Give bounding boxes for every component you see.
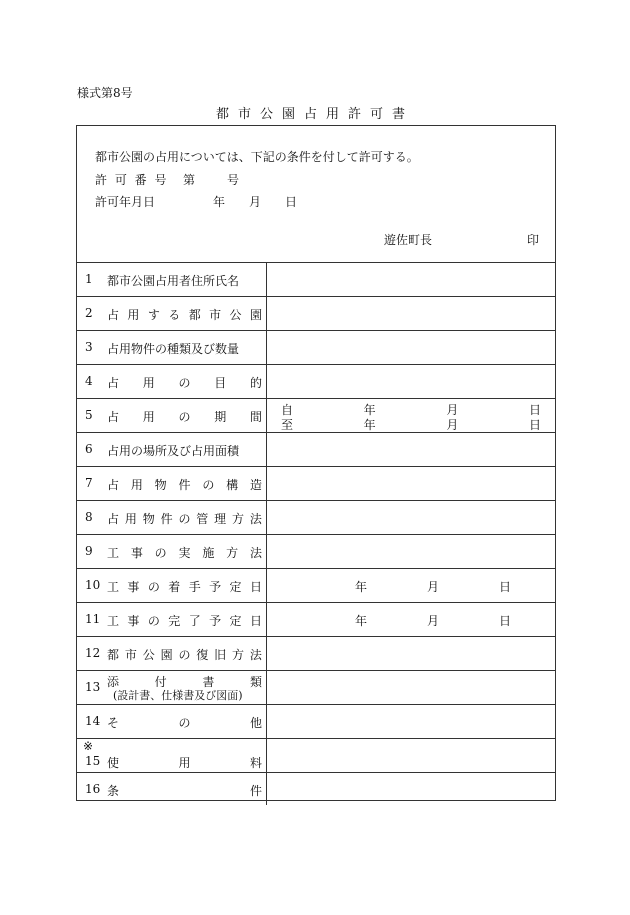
permit-notice	[77, 126, 555, 263]
period-to-day: 日	[528, 418, 541, 432]
row-label: 都 市 公 園 の 復 旧 方 法	[107, 648, 262, 662]
period-from: 自	[281, 403, 294, 417]
period-to-month: 月	[446, 418, 459, 432]
form-row	[77, 500, 555, 535]
entry-field	[267, 330, 555, 364]
permit-date-month: 月	[249, 195, 262, 209]
office-use-mark: ※	[83, 739, 94, 753]
form-row	[77, 772, 555, 805]
notice-statement: 都市公園の占用については、下記の条件を付して許可する。	[95, 150, 419, 164]
period-field	[267, 398, 555, 432]
entry-field	[267, 534, 555, 568]
row-label: 占 用 す る 都 市 公 園	[107, 308, 262, 322]
entry-field	[267, 432, 555, 466]
row-number: 12	[85, 646, 101, 660]
entry-field	[267, 738, 555, 772]
row-number: 6	[85, 442, 93, 456]
form-row	[77, 296, 555, 331]
row-label: 工 事 の 完 了 予 定 日	[107, 614, 262, 628]
row-label: そ の 他	[107, 716, 262, 730]
form-row	[77, 534, 555, 569]
form-row	[77, 398, 555, 433]
permit-date-label: 許可年月日	[95, 195, 156, 209]
row-label: 都市公園占用者住所氏名	[107, 274, 240, 288]
row-number: 9	[85, 544, 93, 558]
row-label: 占 用 の 目 的	[107, 376, 262, 390]
entry-field	[267, 296, 555, 330]
row-label: 占用の場所及び占用面積	[107, 444, 240, 458]
row-label: 条 件	[107, 784, 262, 798]
entry-field	[267, 500, 555, 534]
row-number: 1	[85, 272, 93, 286]
row-label: 使 用 料	[107, 756, 262, 770]
form-row	[77, 330, 555, 365]
completion-date-field	[267, 602, 555, 636]
row-label: 添 付 書 類	[107, 675, 262, 689]
entry-field	[267, 466, 555, 500]
row-label: 占用物件の種類及び数量	[107, 342, 240, 356]
completion-year: 年	[355, 614, 368, 628]
period-to-year: 年	[363, 418, 376, 432]
form-row	[77, 670, 555, 705]
form-row	[77, 568, 555, 603]
form-number: 様式第8号	[77, 86, 133, 100]
entry-field	[267, 704, 555, 738]
permit-date-day: 日	[285, 195, 298, 209]
entry-field	[267, 670, 555, 704]
start-date-field	[267, 568, 555, 602]
start-year: 年	[355, 580, 368, 594]
entry-field	[267, 364, 555, 398]
row-number: 5	[85, 408, 93, 422]
entry-field	[267, 636, 555, 670]
completion-day: 日	[499, 614, 512, 628]
entry-field	[267, 262, 555, 296]
issuer-name: 遊佐町長	[384, 233, 433, 247]
row-number: 16	[85, 782, 101, 796]
seal-mark: 印	[527, 233, 540, 247]
form-row	[77, 262, 555, 297]
form-row	[77, 602, 555, 637]
form-row	[77, 704, 555, 739]
entry-field	[267, 772, 555, 805]
row-label: 占 用 物 件 の 管 理 方 法	[107, 512, 262, 526]
period-from-year: 年	[363, 403, 376, 417]
permit-number-go: 号	[227, 173, 240, 187]
row-number: 11	[85, 612, 101, 626]
permit-form	[76, 125, 556, 801]
permit-number-label: 許 可 番 号	[95, 173, 169, 187]
period-from-month: 月	[446, 403, 459, 417]
start-day: 日	[499, 580, 512, 594]
row-label: 占 用 の 期 間	[107, 410, 262, 424]
form-row	[77, 364, 555, 399]
form-row	[77, 636, 555, 671]
row-number: 10	[85, 578, 101, 592]
row-number: 8	[85, 510, 93, 524]
row-number: 3	[85, 340, 93, 354]
period-to: 至	[281, 418, 294, 432]
row-label: 占 用 物 件 の 構 造	[107, 478, 262, 492]
document-title: 都市公園占用許可書	[215, 107, 414, 122]
period-from-day: 日	[528, 403, 541, 417]
row-number: 4	[85, 374, 93, 388]
row-number: 15	[85, 754, 101, 768]
completion-month: 月	[427, 614, 440, 628]
row-number: 14	[85, 714, 101, 728]
row-number: 2	[85, 306, 93, 320]
permit-date-year: 年	[213, 195, 226, 209]
row-sublabel: (設計書、仕様書及び図面)	[113, 689, 243, 702]
form-row	[77, 466, 555, 501]
row-number: 13	[85, 680, 101, 694]
permit-number-dai: 第	[183, 173, 196, 187]
row-label: 工 事 の 着 手 予 定 日	[107, 580, 262, 594]
form-row	[77, 738, 555, 773]
start-month: 月	[427, 580, 440, 594]
row-label: 工 事 の 実 施 方 法	[107, 546, 262, 560]
row-number: 7	[85, 476, 93, 490]
form-row	[77, 432, 555, 467]
